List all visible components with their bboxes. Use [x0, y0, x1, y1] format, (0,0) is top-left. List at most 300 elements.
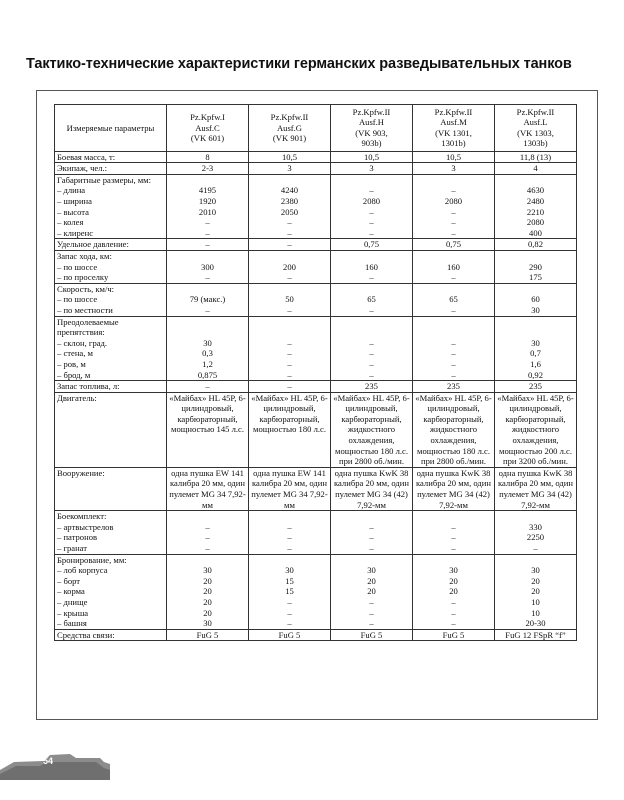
column-header [249, 105, 331, 152]
value-cell [249, 250, 331, 283]
value-cell [249, 629, 331, 641]
value-text: 1,6 [530, 358, 541, 369]
value-cell [167, 381, 249, 393]
value-text: 2210 [526, 206, 545, 217]
value-cell [331, 174, 413, 239]
value-text: одна пушка KwK 38 калибра 20 мм, один пулемет MG 34 (42) 7,92-мм [498, 467, 573, 510]
value-text: 175 [529, 272, 542, 283]
value-cell [413, 163, 495, 175]
column-header-line: 903b) [361, 138, 382, 149]
value-text: 0,75 [445, 239, 462, 250]
column-header-line: Ausf.H [358, 117, 385, 128]
param-cell [55, 392, 167, 467]
value-text: 20-30 [525, 618, 546, 629]
param-label: Скорость, км/ч: [57, 283, 115, 294]
value-text: одна пушка EW 141 калибра 20 мм, один пулемет MG 34 7,92-мм [251, 467, 328, 510]
column-header-line: (VK 901) [272, 133, 307, 144]
param-label: Запас хода, км: [57, 250, 112, 261]
value-text: 2050 [280, 206, 299, 217]
value-cell [495, 392, 577, 467]
column-header-line: (VK 1301, [435, 127, 472, 138]
value-cell [167, 511, 249, 554]
value-cell [249, 174, 331, 239]
value-text: 10,5 [363, 151, 380, 162]
value-cell [331, 467, 413, 510]
value-text [251, 175, 328, 186]
value-text: одна пушка KwK 38 калибра 20 мм, один пулемет MG 34 (42) 7,92-мм [416, 467, 491, 510]
value-cell [249, 239, 331, 251]
value-text: 290 [529, 261, 542, 272]
value-cell [167, 629, 249, 641]
value-text: 15 [285, 575, 294, 586]
value-text: 20 [531, 575, 540, 586]
value-text: 79 (макс.) [189, 294, 226, 305]
value-cell [413, 239, 495, 251]
value-cell [413, 250, 495, 283]
param-label: – по местности [57, 304, 113, 315]
param-label: – лоб корпуса [57, 565, 108, 576]
value-text: 2010 [198, 206, 217, 217]
table-row [55, 381, 577, 393]
value-text: – [287, 532, 292, 543]
value-cell [167, 554, 249, 629]
value-text: 20 [449, 575, 458, 586]
value-cell [413, 381, 495, 393]
value-text: – [205, 227, 210, 238]
column-header-line: 1303b) [523, 138, 548, 149]
value-cell [413, 392, 495, 467]
param-label: – борт [57, 575, 81, 586]
param-label: Средства связи: [57, 629, 115, 640]
value-text: – [369, 369, 374, 380]
param-cell [55, 316, 167, 381]
value-text [415, 511, 492, 522]
value-text [333, 175, 410, 186]
value-cell [167, 250, 249, 283]
value-text [497, 511, 574, 522]
column-header-line: (VK 601) [190, 133, 225, 144]
value-text: «Майбах» HL 45P, 6-цилиндровый, карбюраторный, мощностью 180 л.с. [251, 392, 328, 435]
column-header-line: Ausf.C [195, 122, 220, 133]
value-text: 400 [529, 227, 542, 238]
param-label: Запас топлива, л: [57, 381, 120, 392]
value-text: 15 [285, 586, 294, 597]
value-text [169, 555, 246, 566]
value-text [169, 317, 246, 328]
param-label: – корма [57, 586, 85, 597]
value-cell [331, 316, 413, 381]
value-text: 330 [529, 521, 542, 532]
value-text [415, 317, 492, 328]
value-text: – [287, 337, 292, 348]
column-header-line: Ausf.L [523, 117, 548, 128]
value-text: – [451, 532, 456, 543]
value-text: – [451, 272, 456, 283]
value-text: – [287, 618, 292, 629]
value-text: FuG 5 [278, 629, 301, 640]
value-text [333, 511, 410, 522]
value-text: 235 [447, 381, 460, 392]
value-text [415, 555, 492, 566]
value-text: – [369, 532, 374, 543]
value-text: 0,875 [197, 369, 218, 380]
value-text: 30 [203, 618, 212, 629]
value-text: 11,8 (13) [519, 151, 552, 162]
value-text: 20 [531, 586, 540, 597]
value-text: – [369, 543, 374, 553]
value-text [415, 327, 492, 338]
param-label: – гранат [57, 543, 88, 553]
value-text: – [287, 521, 292, 532]
param-label: – стена, м [57, 348, 93, 359]
value-text: – [205, 543, 210, 553]
param-label: – высота [57, 206, 89, 217]
value-text: – [205, 532, 210, 543]
value-text: 20 [203, 586, 212, 597]
value-text: 2480 [526, 196, 545, 206]
table-row [55, 239, 577, 251]
value-text: – [451, 607, 456, 618]
column-header-line: 1301b) [441, 138, 466, 149]
value-cell [413, 467, 495, 510]
value-text: 235 [365, 381, 378, 392]
page-number: 54 [42, 756, 53, 766]
value-text: 3 [451, 163, 456, 174]
value-cell [331, 629, 413, 641]
value-text: – [369, 348, 374, 359]
table-row [55, 392, 577, 467]
param-label: – по шоссе [57, 261, 98, 272]
param-label: – по проселку [57, 272, 109, 283]
column-header-line: Ausf.G [276, 122, 303, 133]
value-cell [331, 381, 413, 393]
spec-table [54, 104, 577, 641]
param-label: – по шоссе [57, 294, 98, 305]
value-text: 4 [533, 163, 538, 174]
value-text [251, 327, 328, 338]
value-text: – [451, 596, 456, 607]
value-cell [249, 316, 331, 381]
value-text: – [287, 227, 292, 238]
param-label: Преодолеваемые [57, 316, 119, 327]
value-text: – [369, 607, 374, 618]
value-text [333, 555, 410, 566]
value-text: 65 [367, 294, 376, 305]
value-cell [331, 239, 413, 251]
value-text: – [451, 304, 456, 315]
param-cell [55, 151, 167, 163]
value-text: – [287, 369, 292, 380]
param-label: – брод, м [57, 369, 91, 380]
value-text [251, 251, 328, 262]
value-cell [495, 239, 577, 251]
value-text: – [205, 521, 210, 532]
value-text: «Майбах» HL 45P, 6-цилиндровый, карбюраторный, мощностью 145 л.с. [169, 392, 246, 435]
value-text: – [205, 217, 210, 228]
value-text: 0,92 [527, 369, 544, 380]
value-cell [331, 554, 413, 629]
column-header [331, 105, 413, 152]
value-text: – [369, 596, 374, 607]
value-text: 160 [365, 261, 378, 272]
value-text [251, 511, 328, 522]
value-text: 20 [449, 586, 458, 597]
value-text: 10,5 [445, 151, 462, 162]
value-text: 300 [201, 261, 214, 272]
value-text: 3 [369, 163, 374, 174]
value-text: одна пушка KwK 38 калибра 20 мм, один пулемет MG 34 (42) 7,92-мм [334, 467, 409, 510]
table-row [55, 151, 577, 163]
table-row [55, 467, 577, 510]
value-text: – [451, 206, 456, 217]
value-cell [495, 467, 577, 510]
value-cell [249, 381, 331, 393]
param-cell [55, 381, 167, 393]
value-cell [495, 629, 577, 641]
param-cell [55, 163, 167, 175]
value-text [497, 175, 574, 186]
param-header: Измеряемые параметры [55, 105, 167, 152]
value-text: 20 [367, 575, 376, 586]
value-text [169, 175, 246, 186]
value-text: 50 [285, 294, 294, 305]
value-text [415, 251, 492, 262]
value-text: – [369, 304, 374, 315]
value-text: – [205, 239, 210, 250]
column-header-line: Ausf.M [440, 117, 467, 128]
value-text [415, 175, 492, 186]
value-text: FuG 5 [196, 629, 219, 640]
table-row [55, 163, 577, 175]
column-header [167, 105, 249, 152]
param-label: препятствия: [57, 327, 105, 338]
value-text: – [205, 381, 210, 392]
value-text: – [451, 227, 456, 238]
value-text [415, 284, 492, 295]
value-cell [413, 151, 495, 163]
table-row [55, 511, 577, 554]
param-label: Вооружение: [57, 467, 105, 478]
param-label: – артвыстрелов [57, 521, 114, 532]
value-cell [413, 511, 495, 554]
value-cell [495, 511, 577, 554]
value-text: 30 [531, 337, 540, 348]
value-cell [167, 316, 249, 381]
column-header-line: (VK 1303, [517, 127, 554, 138]
value-text: 65 [449, 294, 458, 305]
value-cell [167, 163, 249, 175]
value-text [333, 317, 410, 328]
value-cell [249, 554, 331, 629]
value-cell [249, 392, 331, 467]
value-text: 10,5 [281, 151, 298, 162]
param-label: – башня [57, 618, 87, 629]
value-text: 0,75 [363, 239, 380, 250]
value-text: 30 [367, 565, 376, 576]
param-label: Экипаж, чел.: [57, 163, 108, 174]
value-text: 30 [203, 565, 212, 576]
value-text [497, 251, 574, 262]
param-label: – ширина [57, 196, 92, 206]
value-cell [495, 250, 577, 283]
value-text: – [369, 337, 374, 348]
value-cell [495, 174, 577, 239]
param-label: Боевая масса, т: [57, 151, 116, 162]
value-text: – [287, 348, 292, 359]
param-label: – клиренс [57, 227, 94, 238]
value-text: FuG 5 [360, 629, 383, 640]
value-text: – [369, 185, 374, 196]
value-text: 200 [283, 261, 296, 272]
param-cell [55, 629, 167, 641]
value-text: 2-3 [201, 163, 214, 174]
value-text: 20 [367, 586, 376, 597]
value-text: 30 [285, 565, 294, 576]
value-text: «Майбах» HL 45P, 6-цилиндровый, карбюраторный, жидкостного охлаждения, мощностью 200 л.с. при 3200 об./мин. [497, 392, 574, 467]
value-text: – [451, 618, 456, 629]
value-text [251, 317, 328, 328]
value-cell [413, 283, 495, 316]
value-cell [331, 250, 413, 283]
value-text: – [287, 239, 292, 250]
value-text: – [533, 543, 538, 553]
value-text: – [287, 596, 292, 607]
value-text: 2080 [444, 196, 463, 206]
param-label: – колея [57, 217, 84, 228]
value-text: 2380 [280, 196, 299, 206]
value-text: – [369, 272, 374, 283]
value-cell [413, 554, 495, 629]
value-text: – [287, 381, 292, 392]
value-text: FuG 5 [442, 629, 465, 640]
param-label: – ров, м [57, 358, 86, 369]
value-text: – [451, 369, 456, 380]
value-cell [413, 174, 495, 239]
value-text: – [287, 543, 292, 553]
value-text: – [369, 521, 374, 532]
table-row [55, 316, 577, 381]
value-text: 4630 [526, 185, 545, 196]
value-text: – [451, 185, 456, 196]
value-text: – [451, 521, 456, 532]
param-label: – крыша [57, 607, 89, 618]
value-text [333, 284, 410, 295]
value-text: 30 [531, 565, 540, 576]
value-cell [495, 554, 577, 629]
value-text: – [451, 348, 456, 359]
value-text [333, 327, 410, 338]
param-label: Габаритные размеры, мм: [57, 174, 152, 185]
value-text: 2250 [526, 532, 545, 543]
column-header-line: Pz.Kpfw.II [516, 107, 555, 117]
value-cell [167, 283, 249, 316]
value-cell [331, 283, 413, 316]
param-cell [55, 467, 167, 510]
value-text: 10 [531, 596, 540, 607]
param-label: Бронирование, мм: [57, 554, 127, 565]
value-cell [495, 151, 577, 163]
value-text: – [287, 607, 292, 618]
value-cell [413, 316, 495, 381]
param-cell [55, 511, 167, 554]
value-text [497, 284, 574, 295]
value-cell [249, 151, 331, 163]
value-text: 20 [203, 596, 212, 607]
value-text: – [369, 618, 374, 629]
value-text: 20 [203, 607, 212, 618]
table-row [55, 283, 577, 316]
value-cell [167, 151, 249, 163]
value-cell [167, 467, 249, 510]
param-cell [55, 554, 167, 629]
param-label: – днище [57, 596, 88, 607]
value-text [497, 327, 574, 338]
column-header-line: Pz.Kpfw.II [434, 107, 473, 117]
value-text: – [451, 543, 456, 553]
value-text: 160 [447, 261, 460, 272]
page-title: Тактико-технические характеристики германских разведывательных танков [26, 56, 572, 72]
value-text: – [205, 304, 210, 315]
param-label: – патронов [57, 532, 98, 543]
value-text [169, 511, 246, 522]
value-text [251, 555, 328, 566]
column-header [495, 105, 577, 152]
value-text: «Майбах» HL 45P, 6-цилиндровый, карбюраторный, жидкостного охлаждения, мощностью 180 л.с. при 2800 об./мин. [415, 392, 492, 467]
value-text: 20 [203, 575, 212, 586]
value-text: 0,7 [530, 348, 541, 359]
value-cell [413, 629, 495, 641]
value-text: – [287, 217, 292, 228]
value-text: 2080 [526, 217, 545, 228]
header-row [55, 105, 577, 152]
value-text: «Майбах» HL 45P, 6-цилиндровый, карбюраторный, жидкостного охлаждения, мощностью 180 л.с. при 2800 об./мин. [333, 392, 410, 467]
value-cell [331, 392, 413, 467]
column-header-line: Pz.Kpfw.II [352, 107, 391, 117]
value-text: – [451, 337, 456, 348]
column-header [413, 105, 495, 152]
param-label: Боекомплект: [57, 511, 107, 522]
value-text: – [451, 217, 456, 228]
value-text: 10 [531, 607, 540, 618]
column-header-line: (VK 903, [355, 127, 388, 138]
value-text [169, 327, 246, 338]
param-cell [55, 283, 167, 316]
value-cell [331, 151, 413, 163]
value-text [497, 317, 574, 328]
value-text: 30 [531, 304, 540, 315]
value-text: – [205, 272, 210, 283]
value-text: 2080 [362, 196, 381, 206]
value-cell [249, 511, 331, 554]
value-cell [495, 316, 577, 381]
param-label: Двигатель: [57, 392, 97, 403]
value-text: – [287, 272, 292, 283]
value-text: 0,3 [202, 348, 213, 359]
value-text: 8 [205, 151, 210, 162]
value-text: – [287, 358, 292, 369]
value-cell [167, 239, 249, 251]
param-label: – склон, град. [57, 337, 108, 348]
value-cell [249, 467, 331, 510]
value-cell [495, 381, 577, 393]
column-header-line: Pz.Kpfw.II [270, 112, 309, 123]
value-text: 3 [287, 163, 292, 174]
value-text: 4240 [280, 185, 299, 196]
param-cell [55, 239, 167, 251]
value-text: 30 [449, 565, 458, 576]
value-cell [495, 283, 577, 316]
column-header-line: Pz.Kpfw.I [190, 112, 225, 123]
